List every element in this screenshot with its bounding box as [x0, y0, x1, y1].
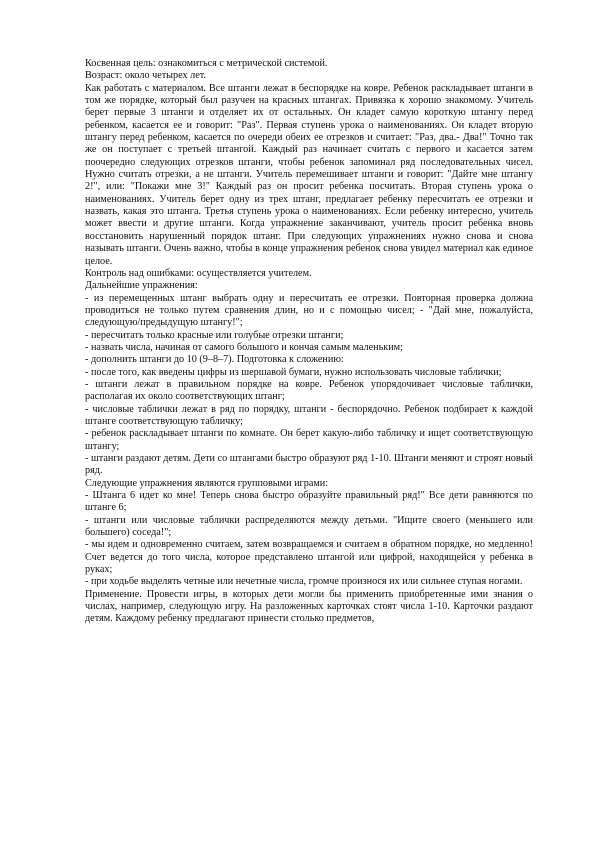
- list-item: - числовые таблички лежат в ряд по порядку, штанги - беспорядочно. Ребенок подбирает к каждой штанге соответствующую табличку;: [85, 403, 533, 427]
- paragraph-group-games-heading: Следующие упражнения являются групповыми играми:: [85, 477, 329, 489]
- list-item: - Штанга 6 идет ко мне! Теперь снова быстро образуйте правильный ряд!" Все дети равняются по штанге 6;: [85, 490, 533, 514]
- paragraph-how-to-work: Как работать с материалом. Все штанги лежат в беспорядке на ковре. Ребенок раскладывает штанги в том же порядке, который был разучен на красных штангах. Привязка к хорошо знакомому. Учитель берет первые 3 штанги и отделяет их от остальных. Он кладет самую короткую штангу перед ребенком, касается ее и говорит: "Раз". Первая ступень урока о наименованиях. Он кладет вторую штангу перед ребенком, касается по очереди обеих ее отрезков и считает: "Раз, два.- Два!" Точно так же он поступает с третьей штангой. Каждый раз начинает считать с первого и касается затем поочередно следующих отрезков штанги, чтобы ребенок запоминал ряд последовательных чисел. Нужно считать отрезки, а не штанги. Учитель перемешивает штанги и говорит: "Дайте мне штангу 2!", или: "Покажи мне 3!" Каждый раз он просит ребенка посчитать. Вторая ступень урока о наименованиях. Учитель берет одну из трех штанг, предлагает ребенку пересчитать ее отрезки и назвать, какая это штанга. Третья ступень урока о наименованиях. Если ребенку интересно, учитель может ввести и другие штанги. Когда упражнение заканчивают, учитель просит ребенка вновь восстановить нарушенный порядок штанг. При следующих упражнениях нужно снова и снова называть штанги. Очень важно, чтобы в конце упражнения ребенок снова увидел материал как единое целое.: [85, 82, 533, 267]
- list-item: - дополнить штанги до 10 (9–8–7). Подготовка к сложению:: [85, 354, 344, 366]
- list-item: - штанги раздают детям. Дети со штангами быстро образуют ряд 1-10. Штанги меняют и строят новый ряд.: [85, 453, 533, 477]
- paragraph-error-control: Контроль над ошибками: осуществляется учителем.: [85, 267, 312, 279]
- list-item: - после того, как введены цифры из шершавой бумаги, нужно использовать числовые таблички;: [85, 366, 502, 378]
- list-item: - назвать числа, начиная от самого большого и кончая самым маленьким;: [85, 341, 403, 353]
- list-item: - при ходьбе выделять четные или нечетные числа, громче произнося их или сильнее ступая ногами.: [85, 576, 523, 588]
- paragraph-application: Применение. Провести игры, в которых дети могли бы применить приобретенные ими знания о числах, например, следующую игру. На разложенных карточках стоят числа 1-10. Карточки раздают детям. Каждому ребенку предлагают принести столько предметов,: [85, 588, 533, 625]
- paragraph-further-exercises-heading: Дальнейшие упражнения:: [85, 280, 198, 292]
- list-item: - мы идем и одновременно считаем, затем возвращаемся и считаем в обратном порядке, но медленно! Счет ведется до того числа, которое представлено штангой или цифрой, находящейся у ребенка в руках;: [85, 539, 533, 576]
- paragraph-age: Возраст: около четырех лет.: [85, 70, 206, 82]
- document-page: [85, 58, 533, 626]
- list-item: - штанги лежат в правильном порядке на ковре. Ребенок упорядочивает числовые таблички, располагая их около соответствующих штанг;: [85, 378, 533, 403]
- list-item: - пересчитать только красные или голубые отрезки штанги;: [85, 329, 344, 341]
- paragraph-indirect-goal: Косвенная цель: ознакомиться с метрической системой.: [85, 58, 328, 69]
- list-item: - штанги или числовые таблички распределяются между детьми. "Ищите своего (меньшего или большего) соседа!";: [85, 514, 533, 539]
- list-item: - из перемещенных штанг выбрать одну и пересчитать ее отрезки. Повторная проверка должна проводиться не только путем сравнения длин, но и с помощью чисел; - "Дай мне, пожалуйста, следующую/предыдущую штангу!";: [85, 292, 533, 329]
- list-item: - ребенок раскладывает штанги по комнате. Он берет какую-либо табличку и ищет соответствующую штангу;: [85, 428, 533, 452]
